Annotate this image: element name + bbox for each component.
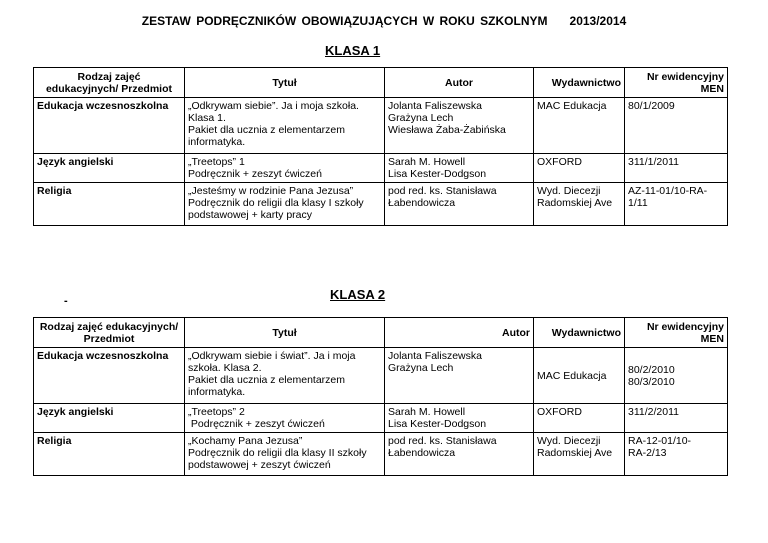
- publisher-cell: Wyd. Diecezji Radomskiej Ave: [534, 433, 625, 476]
- header-author: Autor: [385, 68, 534, 98]
- title-cell: „Treetops” 1 Podręcznik + zeszyt ćwiczeń: [185, 154, 385, 183]
- publisher-cell: OXFORD: [534, 404, 625, 433]
- author-cell: Sarah M. Howell Lisa Kester-Dodgson: [385, 404, 534, 433]
- subject-cell: Religia: [34, 433, 185, 476]
- title-cell: „Jesteśmy w rodzinie Pana Jezusa” Podręcznik do religii dla klasy I szkoły podstawowej + karty pracy: [185, 183, 385, 226]
- class-2-heading: KLASA 2: [330, 287, 386, 302]
- page-title-text: ZESTAW PODRĘCZNIKÓW OBOWIĄZUJĄCYCH W ROKU SZKOLNYM: [141, 14, 548, 28]
- header-number: Nr ewidencyjny MEN: [625, 318, 728, 348]
- header-subject: Rodzaj zajęć edukacyjnych/ Przedmiot: [34, 68, 185, 98]
- title-cell: „Treetops” 2 Podręcznik + zeszyt ćwiczeń: [185, 404, 385, 433]
- subject-cell: Język angielski: [34, 404, 185, 433]
- number-cell: RA-12-01/10- RA-2/13: [625, 433, 728, 476]
- author-cell: Jolanta Faliszewska Grażyna Lech: [385, 348, 534, 404]
- subject-cell: Edukacja wczesnoszkolna: [34, 98, 185, 154]
- table-row: [34, 183, 728, 226]
- header-title: Tytuł: [185, 318, 385, 348]
- publisher-cell: Wyd. Diecezji Radomskiej Ave: [534, 183, 625, 226]
- table-row: [34, 154, 728, 183]
- author-cell: Jolanta Faliszewska Grażyna Lech Wiesława Żaba-Żabińska: [385, 98, 534, 154]
- header-title: Tytuł: [185, 68, 385, 98]
- number-cell: AZ-11-01/10-RA- 1/11: [625, 183, 728, 226]
- subject-cell: Język angielski: [34, 154, 185, 183]
- number-cell: 311/2/2011: [625, 404, 728, 433]
- page-title: [0, 14, 768, 28]
- table-row: [34, 98, 728, 154]
- author-cell: Sarah M. Howell Lisa Kester-Dodgson: [385, 154, 534, 183]
- dash-mark: -: [64, 295, 68, 307]
- class-2-table: [33, 317, 728, 476]
- table-row: [34, 404, 728, 433]
- publisher-cell: OXFORD: [534, 154, 625, 183]
- table-row: [34, 348, 728, 404]
- number-cell: 80/1/2009: [625, 98, 728, 154]
- title-cell: „Kochamy Pana Jezusa” Podręcznik do religii dla klasy II szkoły podstawowej + zeszyt ćwiczeń: [185, 433, 385, 476]
- subject-cell: Religia: [34, 183, 185, 226]
- title-cell: „Odkrywam siebie i świat”. Ja i moja szkoła. Klasa 2. Pakiet dla ucznia z elementarzem informatyka.: [185, 348, 385, 404]
- number-cell: 311/1/2011: [625, 154, 728, 183]
- table-row: [34, 433, 728, 476]
- number-cell: 80/2/2010 80/3/2010: [625, 348, 728, 404]
- header-number: Nr ewidencyjny MEN: [625, 68, 728, 98]
- header-publisher: Wydawnictwo: [534, 68, 625, 98]
- header-author: Autor: [385, 318, 534, 348]
- school-year: 2013/2014: [569, 14, 627, 28]
- title-cell: „Odkrywam siebie”. Ja i moja szkoła. Klasa 1. Pakiet dla ucznia z elementarzem informatyka.: [185, 98, 385, 154]
- header-publisher: Wydawnictwo: [534, 318, 625, 348]
- table-header-row: [34, 68, 728, 98]
- subject-cell: Edukacja wczesnoszkolna: [34, 348, 185, 404]
- header-subject: Rodzaj zajęć edukacyjnych/ Przedmiot: [34, 318, 185, 348]
- publisher-cell: MAC Edukacja: [534, 348, 625, 404]
- table-header-row: [34, 318, 728, 348]
- class-1-table: [33, 67, 728, 226]
- author-cell: pod red. ks. Stanisława Łabendowicza: [385, 183, 534, 226]
- class-1-heading: KLASA 1: [325, 43, 381, 58]
- author-cell: pod red. ks. Stanisława Łabendowicza: [385, 433, 534, 476]
- publisher-cell: MAC Edukacja: [534, 98, 625, 154]
